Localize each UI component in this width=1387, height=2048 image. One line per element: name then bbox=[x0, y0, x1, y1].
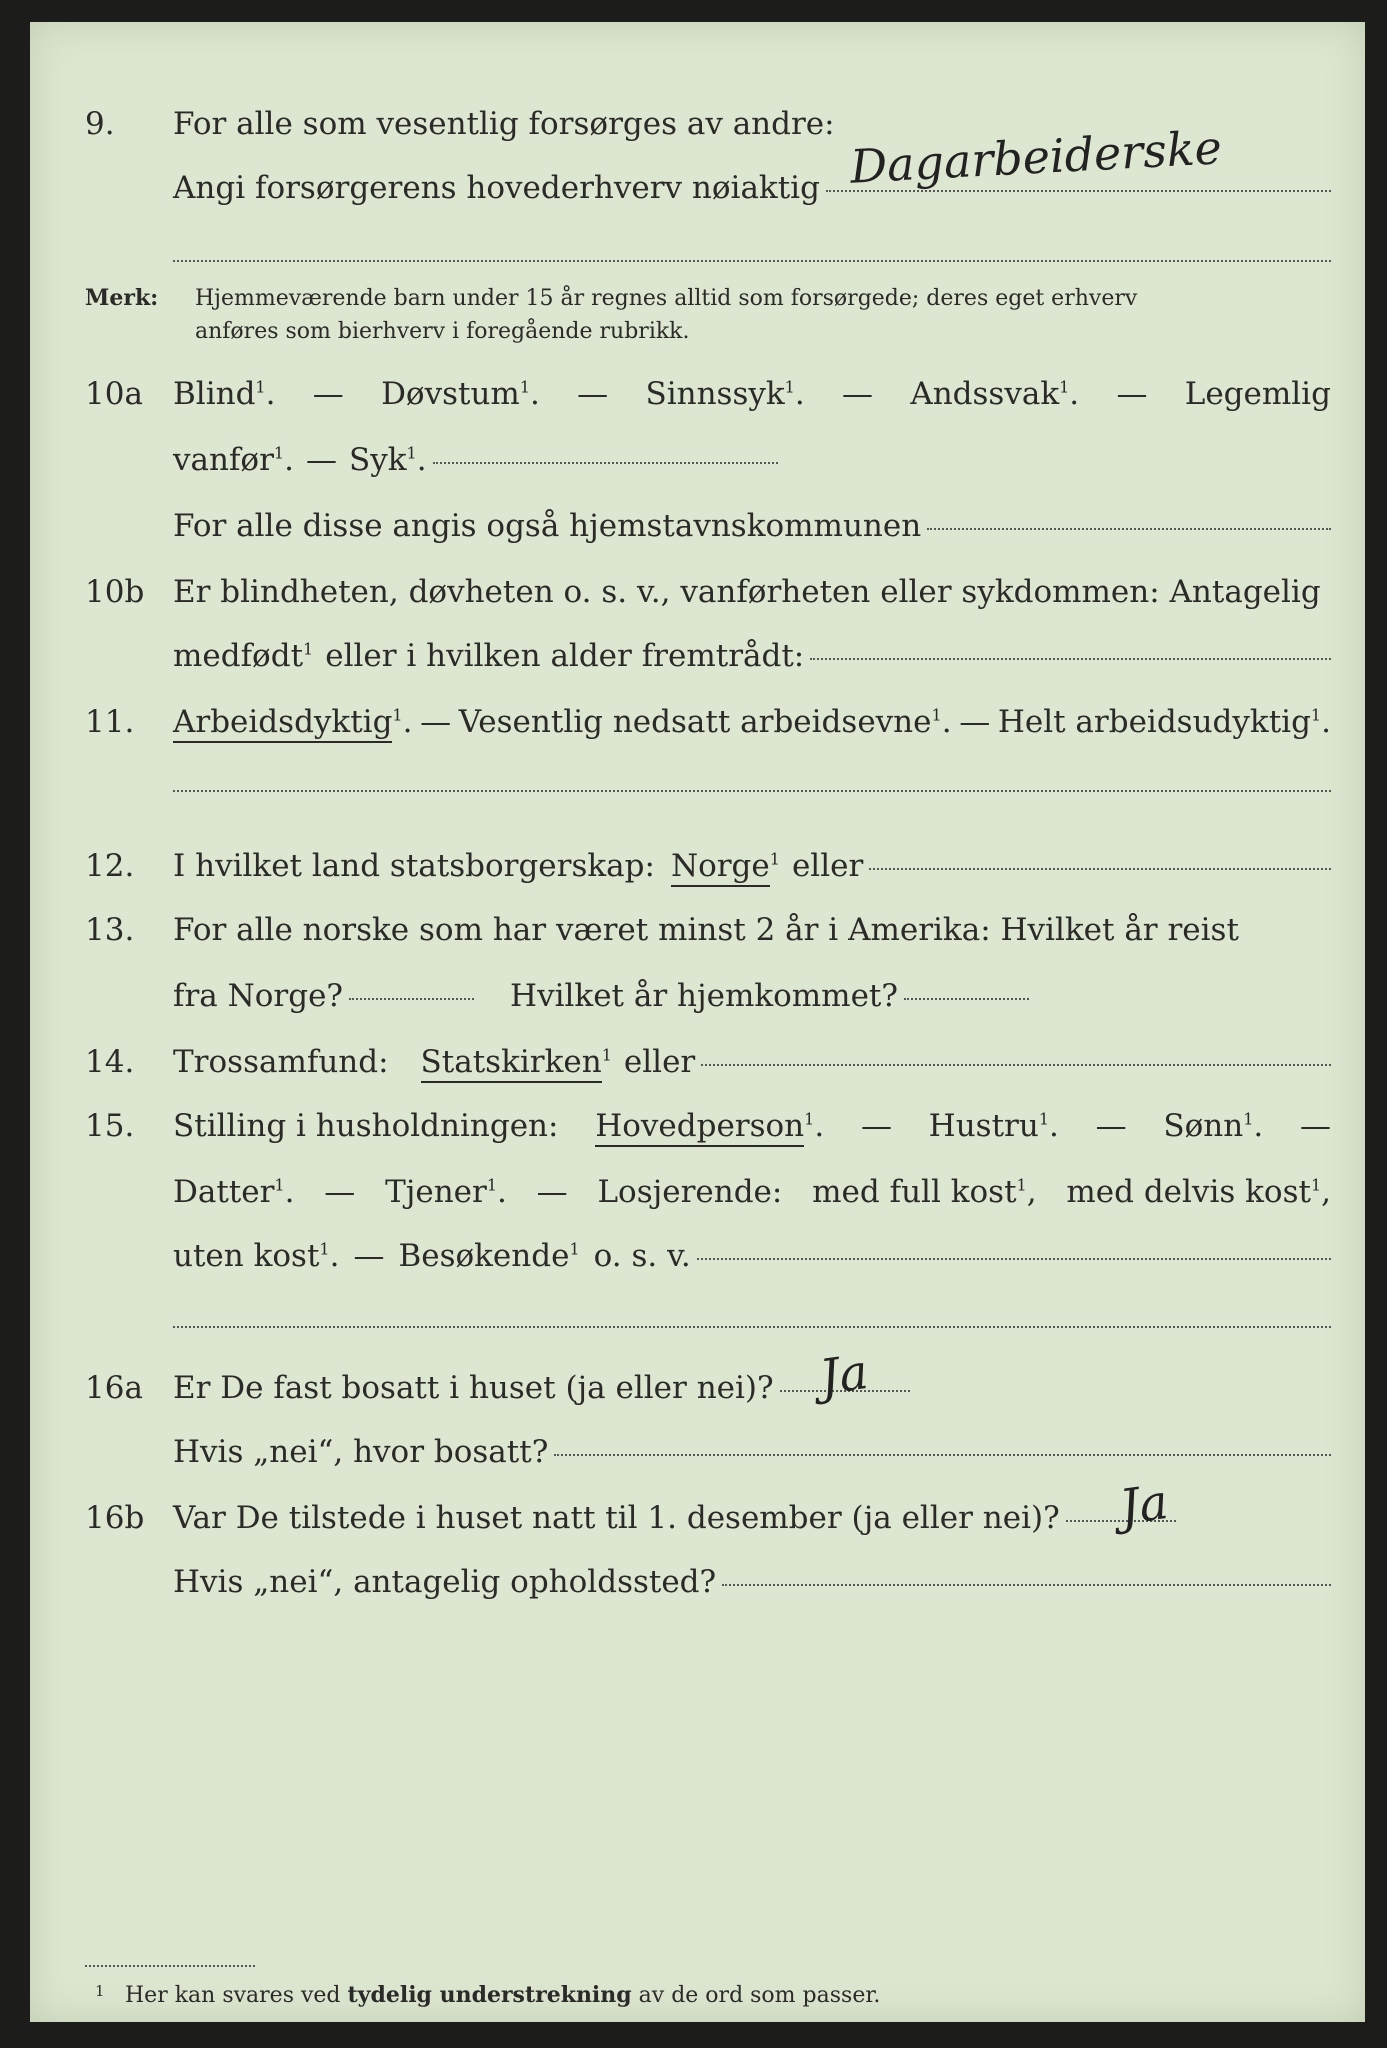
q10a-vanfor[interactable]: vanfør bbox=[173, 442, 274, 478]
q16b-opholdssted-prompt: Hvis „nei“, antagelig opholdssted? bbox=[173, 1564, 717, 1600]
q12-number: 12. bbox=[85, 848, 135, 884]
q11-opt2-dot: . bbox=[941, 704, 952, 740]
q14-answer-line[interactable] bbox=[701, 1064, 1331, 1066]
q11-number: 11. bbox=[85, 704, 135, 740]
q13-prompt: For alle norske som har været minst 2 år i Amerika: Hvilket år reist bbox=[173, 912, 1239, 948]
q15-hovedperson-dot: . bbox=[814, 1108, 825, 1144]
q16a-number: 16a bbox=[85, 1370, 143, 1406]
q15-tjener[interactable]: Tjener bbox=[385, 1174, 487, 1210]
q15-besokende[interactable]: Besøkende bbox=[398, 1238, 570, 1274]
q16a-bosatt-prompt: Hvis „nei“, hvor bosatt? bbox=[173, 1434, 549, 1470]
q9-extra-line bbox=[173, 260, 1331, 262]
q15-number: 15. bbox=[85, 1108, 135, 1144]
footnote-text-a: Her kan svares ved bbox=[125, 1983, 341, 2008]
q15-hustru[interactable]: Hustru bbox=[928, 1108, 1039, 1144]
merk-text-1: Hjemmeværende barn under 15 år regnes alltid som forsørgede; deres eget erhverv bbox=[195, 286, 1138, 311]
q11-udyktig[interactable]: Helt arbeidsudyktig bbox=[997, 704, 1311, 740]
q15-delvis-kost[interactable]: med delvis kost bbox=[1066, 1174, 1311, 1210]
q10a-dovstum[interactable]: Døvstum bbox=[381, 376, 520, 412]
q16b-number: 16b bbox=[85, 1500, 145, 1536]
q10b-medfodt[interactable]: medfødt bbox=[173, 638, 304, 674]
footnote-mark: 1 bbox=[95, 1982, 105, 2000]
q10a-vanfor-sup: 1 bbox=[273, 443, 285, 463]
q13-hjemkommet-answer-line[interactable] bbox=[904, 998, 1029, 1000]
q10a-andssvak[interactable]: Andssvak bbox=[910, 376, 1060, 412]
q16b-opholdssted-answer-line[interactable] bbox=[722, 1584, 1331, 1586]
q15-sonn[interactable]: Sønn bbox=[1163, 1108, 1244, 1144]
q15-uten-kost-dot: . bbox=[329, 1238, 340, 1274]
q15-osv: o. s. v. bbox=[593, 1238, 691, 1274]
q11-opt1-dot: . bbox=[402, 704, 413, 740]
q15-uten-kost-sup: 1 bbox=[319, 1239, 330, 1259]
q12-prompt: I hvilket land statsborgerskap: bbox=[173, 848, 655, 884]
q11-sep-1: — bbox=[420, 704, 452, 740]
q14-prompt: Trossamfund: bbox=[173, 1044, 389, 1080]
q11-nedsatt[interactable]: Vesentlig nedsatt arbeidsevne bbox=[458, 704, 932, 740]
footnote-text-b: tydelig understrekning bbox=[347, 1982, 632, 2008]
q10a-sep-4: — bbox=[1116, 376, 1148, 412]
q14-number: 14. bbox=[85, 1044, 135, 1080]
q15-full-kost[interactable]: med full kost bbox=[812, 1174, 1017, 1210]
merk-label: Merk: bbox=[85, 285, 159, 311]
q12-norge-sup: 1 bbox=[769, 849, 780, 869]
q10a-hjemstavn-prompt: For alle disse angis også hjemstavnskommunen bbox=[173, 508, 922, 544]
q9-number: 9. bbox=[85, 106, 115, 142]
q10a-number: 10a bbox=[85, 376, 143, 412]
q11-arbeidsdyktig[interactable]: Arbeidsdyktig bbox=[173, 704, 392, 743]
q10b-answer-line[interactable] bbox=[810, 658, 1331, 660]
q15-losjerende: Losjerende: bbox=[597, 1174, 783, 1210]
q15-sonn-sup: 1 bbox=[1243, 1109, 1254, 1129]
q10a-syk-dot: . bbox=[416, 442, 427, 478]
q10a-syk-sup: 1 bbox=[406, 443, 417, 463]
q13-number: 13. bbox=[85, 912, 135, 948]
q10b-number: 10b bbox=[85, 574, 145, 610]
q10a-syk[interactable]: Syk bbox=[348, 442, 407, 478]
q15-datter-dot: . bbox=[284, 1174, 295, 1210]
q10a-blind-dot: . bbox=[265, 376, 276, 412]
q15-besokende-sup: 1 bbox=[569, 1239, 580, 1259]
q10a-sinnssyk[interactable]: Sinnssyk bbox=[645, 376, 785, 412]
q10b-alder-prompt: eller i hvilken alder fremtrådt: bbox=[325, 638, 805, 674]
footnote-text-c: av de ord som passer. bbox=[638, 1983, 881, 2008]
q9-prompt: For alle som vesentlig forsørges av andre: bbox=[173, 106, 835, 142]
q9-handwritten-answer: Dagarbeiderske bbox=[848, 120, 1224, 194]
q10a-sep-3: — bbox=[842, 376, 874, 412]
q13-hjemkommet-prompt: Hvilket år hjemkommet? bbox=[510, 978, 899, 1014]
q10a-dovstum-sup: 1 bbox=[519, 377, 531, 397]
q16a-prompt: Er De fast bosatt i huset (ja eller nei)? bbox=[173, 1370, 774, 1406]
q15-hustru-dot: . bbox=[1049, 1108, 1059, 1144]
q15-uten-kost[interactable]: uten kost bbox=[173, 1238, 320, 1274]
q15-prompt: Stilling i husholdningen: bbox=[173, 1108, 559, 1144]
q10a-sep-1: — bbox=[312, 376, 344, 412]
q10b-prompt: Er blindheten, døvheten o. s. v., vanførheten eller sykdommen: Antagelig bbox=[173, 574, 1321, 610]
q15-sep-4: — bbox=[324, 1174, 356, 1210]
merk-text-2: anføres som bierhverv i foregående rubrikk. bbox=[195, 319, 690, 344]
q15-tjener-dot: . bbox=[497, 1174, 507, 1210]
q10a-sep-5: — bbox=[305, 442, 337, 478]
q11-opt3-dot: . bbox=[1321, 704, 1331, 740]
q15-hustru-sup: 1 bbox=[1038, 1109, 1050, 1129]
q16a-handwritten-answer: Ja bbox=[816, 1343, 872, 1407]
footnote bbox=[95, 1980, 881, 2011]
q11-answer-line[interactable] bbox=[173, 790, 1331, 792]
q10b-medfodt-sup: 1 bbox=[303, 639, 314, 659]
q10a-syk-answer-line[interactable] bbox=[433, 462, 778, 464]
q15-sep-3: — bbox=[1299, 1108, 1331, 1144]
q15-hovedperson-sup: 1 bbox=[804, 1109, 815, 1129]
q15-datter[interactable]: Datter bbox=[173, 1174, 275, 1210]
q14-eller: eller bbox=[623, 1044, 696, 1080]
q11-opt3-sup: 1 bbox=[1310, 705, 1322, 725]
q10a-hjemstavn-answer-line[interactable] bbox=[927, 528, 1331, 530]
q15-sonn-dot: . bbox=[1253, 1108, 1264, 1144]
q14-statskirken[interactable]: Statskirken bbox=[421, 1044, 602, 1083]
census-form-page: 9. For alle som vesentlig forsørges av andre: Angi forsørgerens hovederhverv nøiaktig Dagarbeiderske Merk: Hjemmeværende barn under 15 år regnes alltid som forsørgede; deres eget erhverv anføres som bierhverv i foregående rubrikk. 10a Blind$^1$. — Døvstum$^1$. — Sinnssyk$^1$. — Andssvak$^1$. — Legemlig vanfør$^1$. — Syk$^1$. For alle disse angis også hjemstavnskommunen 10b Er blindheten, døvheten o. s. v., vanførheten eller sykdommen: Antagelig medfødt$^1$ eller i hvilken alder fremtrådt: 11. Arbeidsdyktig$^1$. — Vesentlig nedsatt arbeidsevne$^1$. — Helt arbeidsudyktig$^1$. 12. I hvilket land statsborgerskap: Norge$^1$ eller 13. For alle norske som har været minst 2 år i Amerika: Hvilket år reist fra Norge? Hvilket år hjemkommet? 14. Trossamfund: Statskirken$^1$ eller 15. Stilling i husholdningen: Hovedperson$^1$. — Hustru$^1$. — Sønn$^1$. — Datter$^1$. — Tjener$^1$. — Losjerende: med full kost$^1$, med delvis kost$^1$, uten kost$^1$. — Besøkende$^1$ o. s. v. 16a Er De fast bosatt i huset (ja eller nei)? Ja Hvis „nei“, hvor bosatt? 16b Var De tilstede i huset natt til 1. desember (ja eller nei)? Ja Hvis „nei“, antagelig opholdssted? 1 Her kan svares ved tydelig understrekning av de ord som passer. bbox=[30, 22, 1365, 2022]
q15-hovedperson[interactable]: Hovedperson bbox=[595, 1108, 804, 1147]
q12-answer-line[interactable] bbox=[869, 868, 1331, 870]
q15-sep-1: — bbox=[860, 1108, 892, 1144]
q15-sep-6: — bbox=[353, 1238, 385, 1274]
q15-tjener-sup: 1 bbox=[486, 1175, 498, 1195]
footnote-rule bbox=[85, 1965, 255, 1967]
q10a-vanfor-dot: . bbox=[284, 442, 294, 478]
q9-prompt-2: Angi forsørgerens hovederhverv nøiaktig bbox=[173, 170, 820, 206]
q10a-sep-2: — bbox=[577, 376, 609, 412]
q11-opt2-sup: 1 bbox=[931, 705, 942, 725]
q15-delvis-kost-sup: 1 bbox=[1310, 1175, 1322, 1195]
q15-extra-line bbox=[173, 1326, 1331, 1328]
q15-answer-line[interactable] bbox=[697, 1258, 1331, 1260]
q15-datter-sup: 1 bbox=[274, 1175, 285, 1195]
q15-full-kost-sup: 1 bbox=[1016, 1175, 1027, 1195]
q13-reist-prompt: fra Norge? bbox=[173, 978, 344, 1014]
q16b-prompt: Var De tilstede i huset natt til 1. desember (ja eller nei)? bbox=[173, 1500, 1060, 1536]
q10a-andssvak-dot: . bbox=[1069, 376, 1080, 412]
q10a-andssvak-sup: 1 bbox=[1059, 377, 1070, 397]
q11-sep-2: — bbox=[959, 704, 991, 740]
q14-statskirken-sup: 1 bbox=[601, 1045, 612, 1065]
q10a-blind[interactable]: Blind bbox=[173, 376, 256, 412]
q10a-dovstum-dot: . bbox=[530, 376, 540, 412]
q16a-bosatt-answer-line[interactable] bbox=[554, 1454, 1331, 1456]
q12-norge[interactable]: Norge bbox=[671, 848, 770, 887]
q15-sep-2: — bbox=[1095, 1108, 1127, 1144]
q11-opt1-sup: 1 bbox=[392, 705, 403, 725]
q10a-blind-sup: 1 bbox=[255, 377, 266, 397]
q12-eller: eller bbox=[791, 848, 864, 884]
q13-reist-answer-line[interactable] bbox=[349, 998, 474, 1000]
q10a-legemlig[interactable]: Legemlig bbox=[1184, 376, 1331, 412]
q15-sep-5: — bbox=[536, 1174, 568, 1210]
q10a-sinnssyk-dot: . bbox=[794, 376, 805, 412]
q10a-sinnssyk-sup: 1 bbox=[784, 377, 795, 397]
q16b-handwritten-answer: Ja bbox=[1116, 1473, 1172, 1537]
